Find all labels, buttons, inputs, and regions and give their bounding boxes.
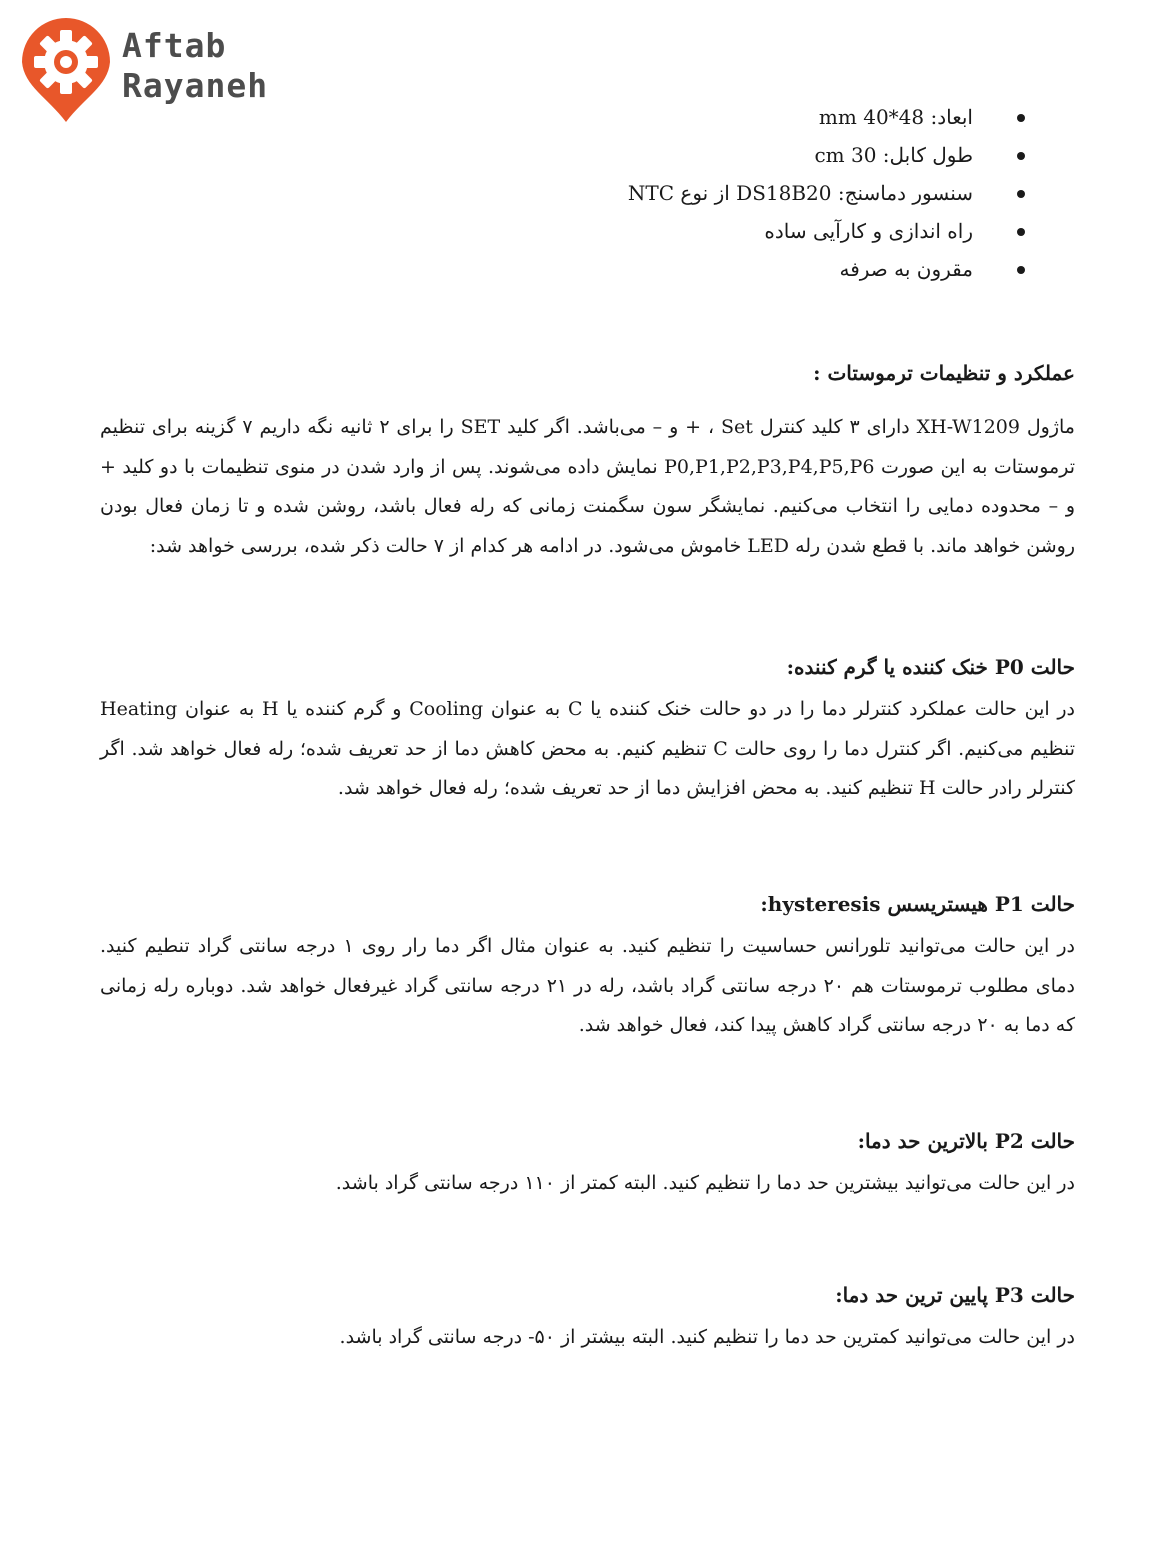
spec-text: راه اندازی و کارآیی ساده xyxy=(764,219,973,243)
logo-line-1: Aftab xyxy=(122,26,227,65)
bullet-icon xyxy=(1017,266,1025,274)
section-p0 xyxy=(100,652,1075,809)
spec-item xyxy=(628,136,1025,174)
bullet-icon xyxy=(1017,228,1025,236)
bullet-icon xyxy=(1017,190,1025,198)
section-p2 xyxy=(100,1126,1075,1204)
section-heading: عملکرد و تنظیمات ترموستات : xyxy=(813,361,1075,385)
spec-text: ابعاد: 48*40 mm xyxy=(818,105,973,129)
section-paragraph: در این حالت می‌توانید کمترین حد دما را تنظیم کنید. البته بیشتر از ۵۰- درجه سانتی گراد باشد. xyxy=(339,1326,1075,1348)
section-paragraph: ماژول XH-W1209 دارای ۳ کلید کنترل Set ، + و – می‌باشد. اگر کلید SET را برای ۲ ثانیه نگه داریم ۷ گزینه برای تنظیم ترموستات به این صورت P0,P1,P2,P3,P4,P5,P6 نمایش داده می‌شوند. پس از وارد شدن در منوی تنظیمات با دو کلید + و – محدوده دمایی را انتخاب می‌کنیم. نمایشگر سون سگمنت زمانی که رله فعال باشد، روشن شده و تا زمان فعال بودن روشن خواهد ماند. با قطع شدن رله LED خاموش می‌شود. در ادامه هر کدام از ۷ حالت ذکر شده، بررسی خواهد شد: xyxy=(100,416,1075,557)
logo-line-2: Rayaneh xyxy=(122,66,269,105)
section-heading: حالت P2 بالاترین حد دما: xyxy=(857,1129,1075,1153)
spec-item xyxy=(628,174,1025,212)
section-heading: حالت P0 خنک کننده یا گرم کننده: xyxy=(786,655,1075,679)
section-p3 xyxy=(100,1280,1075,1358)
section-paragraph: در این حالت می‌توانید تلورانس حساسیت را تنظیم کنید. به عنوان مثال اگر دما رار روی ۱ درجه سانتی گراد تنطیم کنید. دمای مطلوب ترموستات هم ۲۰ درجه سانتی گراد باشد، رله در ۲۱ درجه سانتی گراد غیرفعال خواهد شد. دوباره رله زمانی که دما به ۲۰ درجه سانتی گراد کاهش پیدا کند، فعال خواهد شد. xyxy=(100,935,1075,1036)
logo-wordmark xyxy=(122,26,268,106)
bullet-icon xyxy=(1017,152,1025,160)
spec-item xyxy=(628,250,1025,288)
section-p1 xyxy=(100,889,1075,1046)
section-paragraph: در این حالت می‌توانید بیشترین حد دما را تنظیم کنید. البته کمتر از ۱۱۰ درجه سانتی گراد باشد. xyxy=(335,1172,1075,1194)
spec-item xyxy=(628,212,1025,250)
spec-text: طول کابل: 30 cm xyxy=(814,143,973,167)
section-paragraph: در این حالت عملکرد کنترلر دما را در دو حالت خنک کننده یا C به عنوان Cooling و گرم کننده یا H به عنوان Heating تنظیم می‌کنیم. اگر کنترل دما را روی حالت C تنظیم کنیم. به محض کاهش دما از حد تعریف شده؛ رله فعال خواهد شد. اگر کنترلر رادر حالت H تنظیم کنید. به محض افزایش دما از حد تعریف شده؛ رله فعال خواهد شد. xyxy=(100,698,1075,799)
spec-text: سنسور دماسنج: DS18B20 از نوع NTC xyxy=(627,181,973,205)
spec-text: مقرون به صرفه xyxy=(839,257,973,281)
bullet-icon xyxy=(1017,114,1025,122)
section-heading: حالت P1 هیستریسس hysteresis: xyxy=(760,892,1075,916)
section-heading: حالت P3 پایین ترین حد دما: xyxy=(835,1283,1075,1307)
spec-list xyxy=(628,98,1025,288)
aftab-rayaneh-logo xyxy=(18,12,278,124)
spec-item xyxy=(628,98,1025,136)
gear-pin-icon xyxy=(18,12,114,124)
section-function-settings xyxy=(100,358,1075,566)
